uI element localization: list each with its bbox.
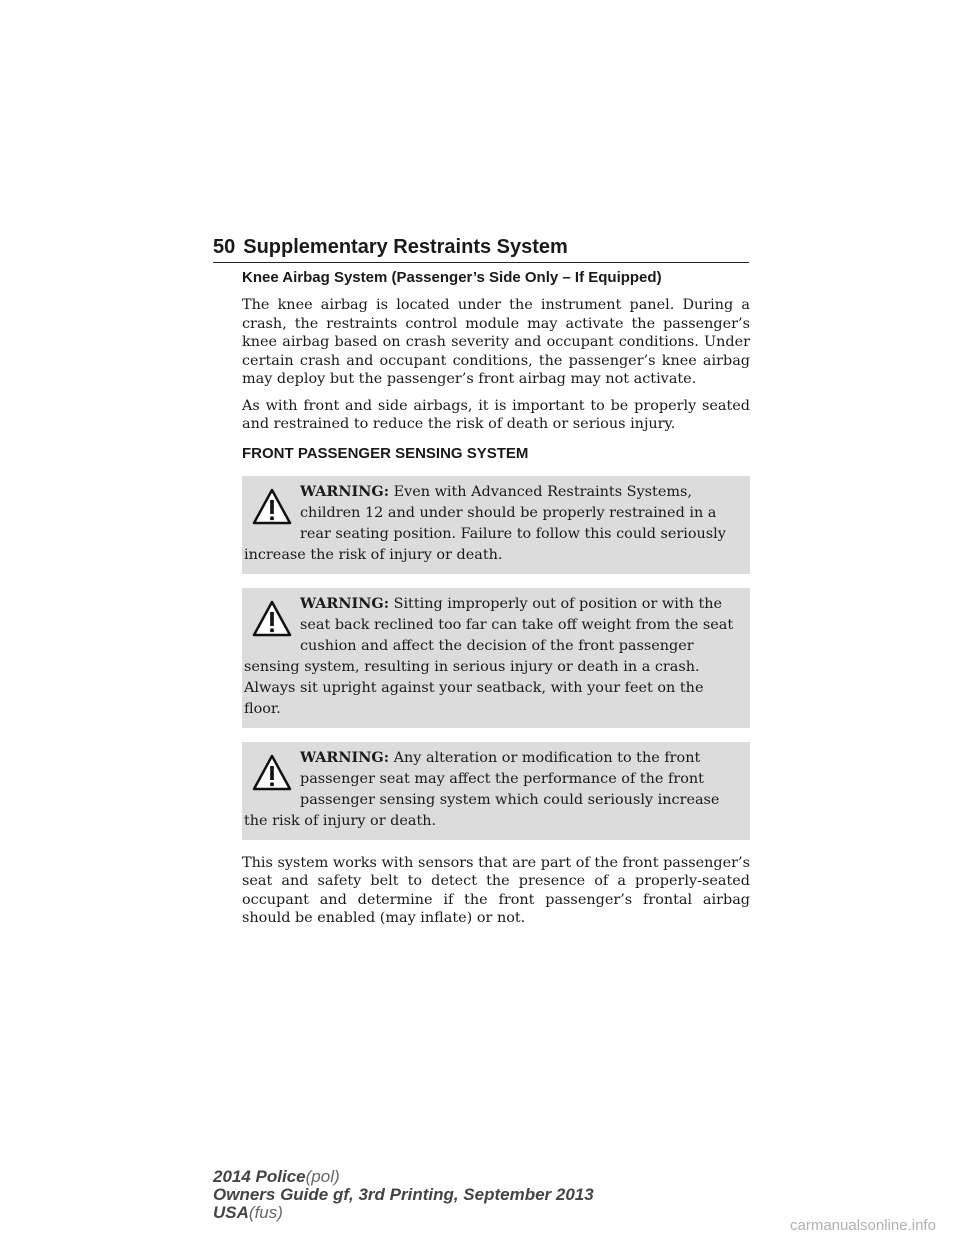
knee-airbag-heading: Knee Airbag System (Passenger’s Side Only – If Equipped) — [242, 269, 662, 286]
footer-model-code: (pol) — [305, 1167, 340, 1186]
sensing-system-paragraph: This system works with sensors that are part of the front passenger’s seat and safety belt to detect the presence of a properly-seated occupant and determine if the front passenger’s frontal airbag should be enabled (may inflate) or not. — [242, 854, 750, 926]
warning-label: WARNING: — [300, 594, 390, 612]
warning-text: Even with Advanced Restraints Systems, children 12 and under should be properly restrained in a rear seating position. Failure to follow this could seriously increase the risk of injury or death. — [244, 483, 726, 563]
page-header — [213, 232, 749, 263]
page-footer — [213, 1168, 594, 1222]
sensing-system-heading: FRONT PASSENGER SENSING SYSTEM — [242, 444, 529, 462]
footer-model: 2014 Police — [213, 1167, 306, 1186]
knee-airbag-paragraph-1: The knee airbag is located under the instrument panel. During a crash, the restraints control module may activate the passenger’s knee airbag based on crash severity and occupant conditions. Under certain crash and occupant conditions, the passenger’s knee airbag may deploy but the passenger’s front airbag may not activate. — [242, 297, 750, 387]
warning-label: WARNING: — [300, 748, 390, 766]
warning-text: Any alteration or modification to the front passenger seat may affect the performance of the front passenger sensing system which could seriously increase the risk of injury or death. — [244, 749, 720, 829]
warning-triangle-icon — [252, 487, 292, 527]
footer-market-code: (fus) — [248, 1203, 283, 1222]
footer-market: USA — [213, 1203, 249, 1222]
page-content — [242, 268, 750, 936]
section-title: Supplementary Restraints System — [243, 236, 568, 258]
warning-box-2 — [242, 588, 750, 728]
warning-text: Sitting improperly out of position or with the seat back reclined too far can take off weight from the seat cushion and affect the decision of the front passenger sensing system, resulting in serious injury or death in a crash. — [244, 595, 734, 675]
page-number: 50 — [213, 236, 236, 258]
warning-label: WARNING: — [300, 482, 390, 500]
warning-triangle-icon — [252, 599, 292, 639]
footer-guide-info: Owners Guide gf, 3rd Printing, September 2013 — [213, 1185, 594, 1204]
knee-airbag-paragraph-2: As with front and side airbags, it is important to be properly seated and restrained to reduce the risk of death or serious injury. — [242, 397, 750, 432]
warning-box-1 — [242, 476, 750, 574]
warning-extra-text: Always sit upright against your seatback, with your feet on the floor. — [244, 679, 704, 717]
warning-triangle-icon — [252, 753, 292, 793]
watermark: carmanualsonline.info — [790, 1217, 936, 1234]
warning-box-3 — [242, 742, 750, 840]
